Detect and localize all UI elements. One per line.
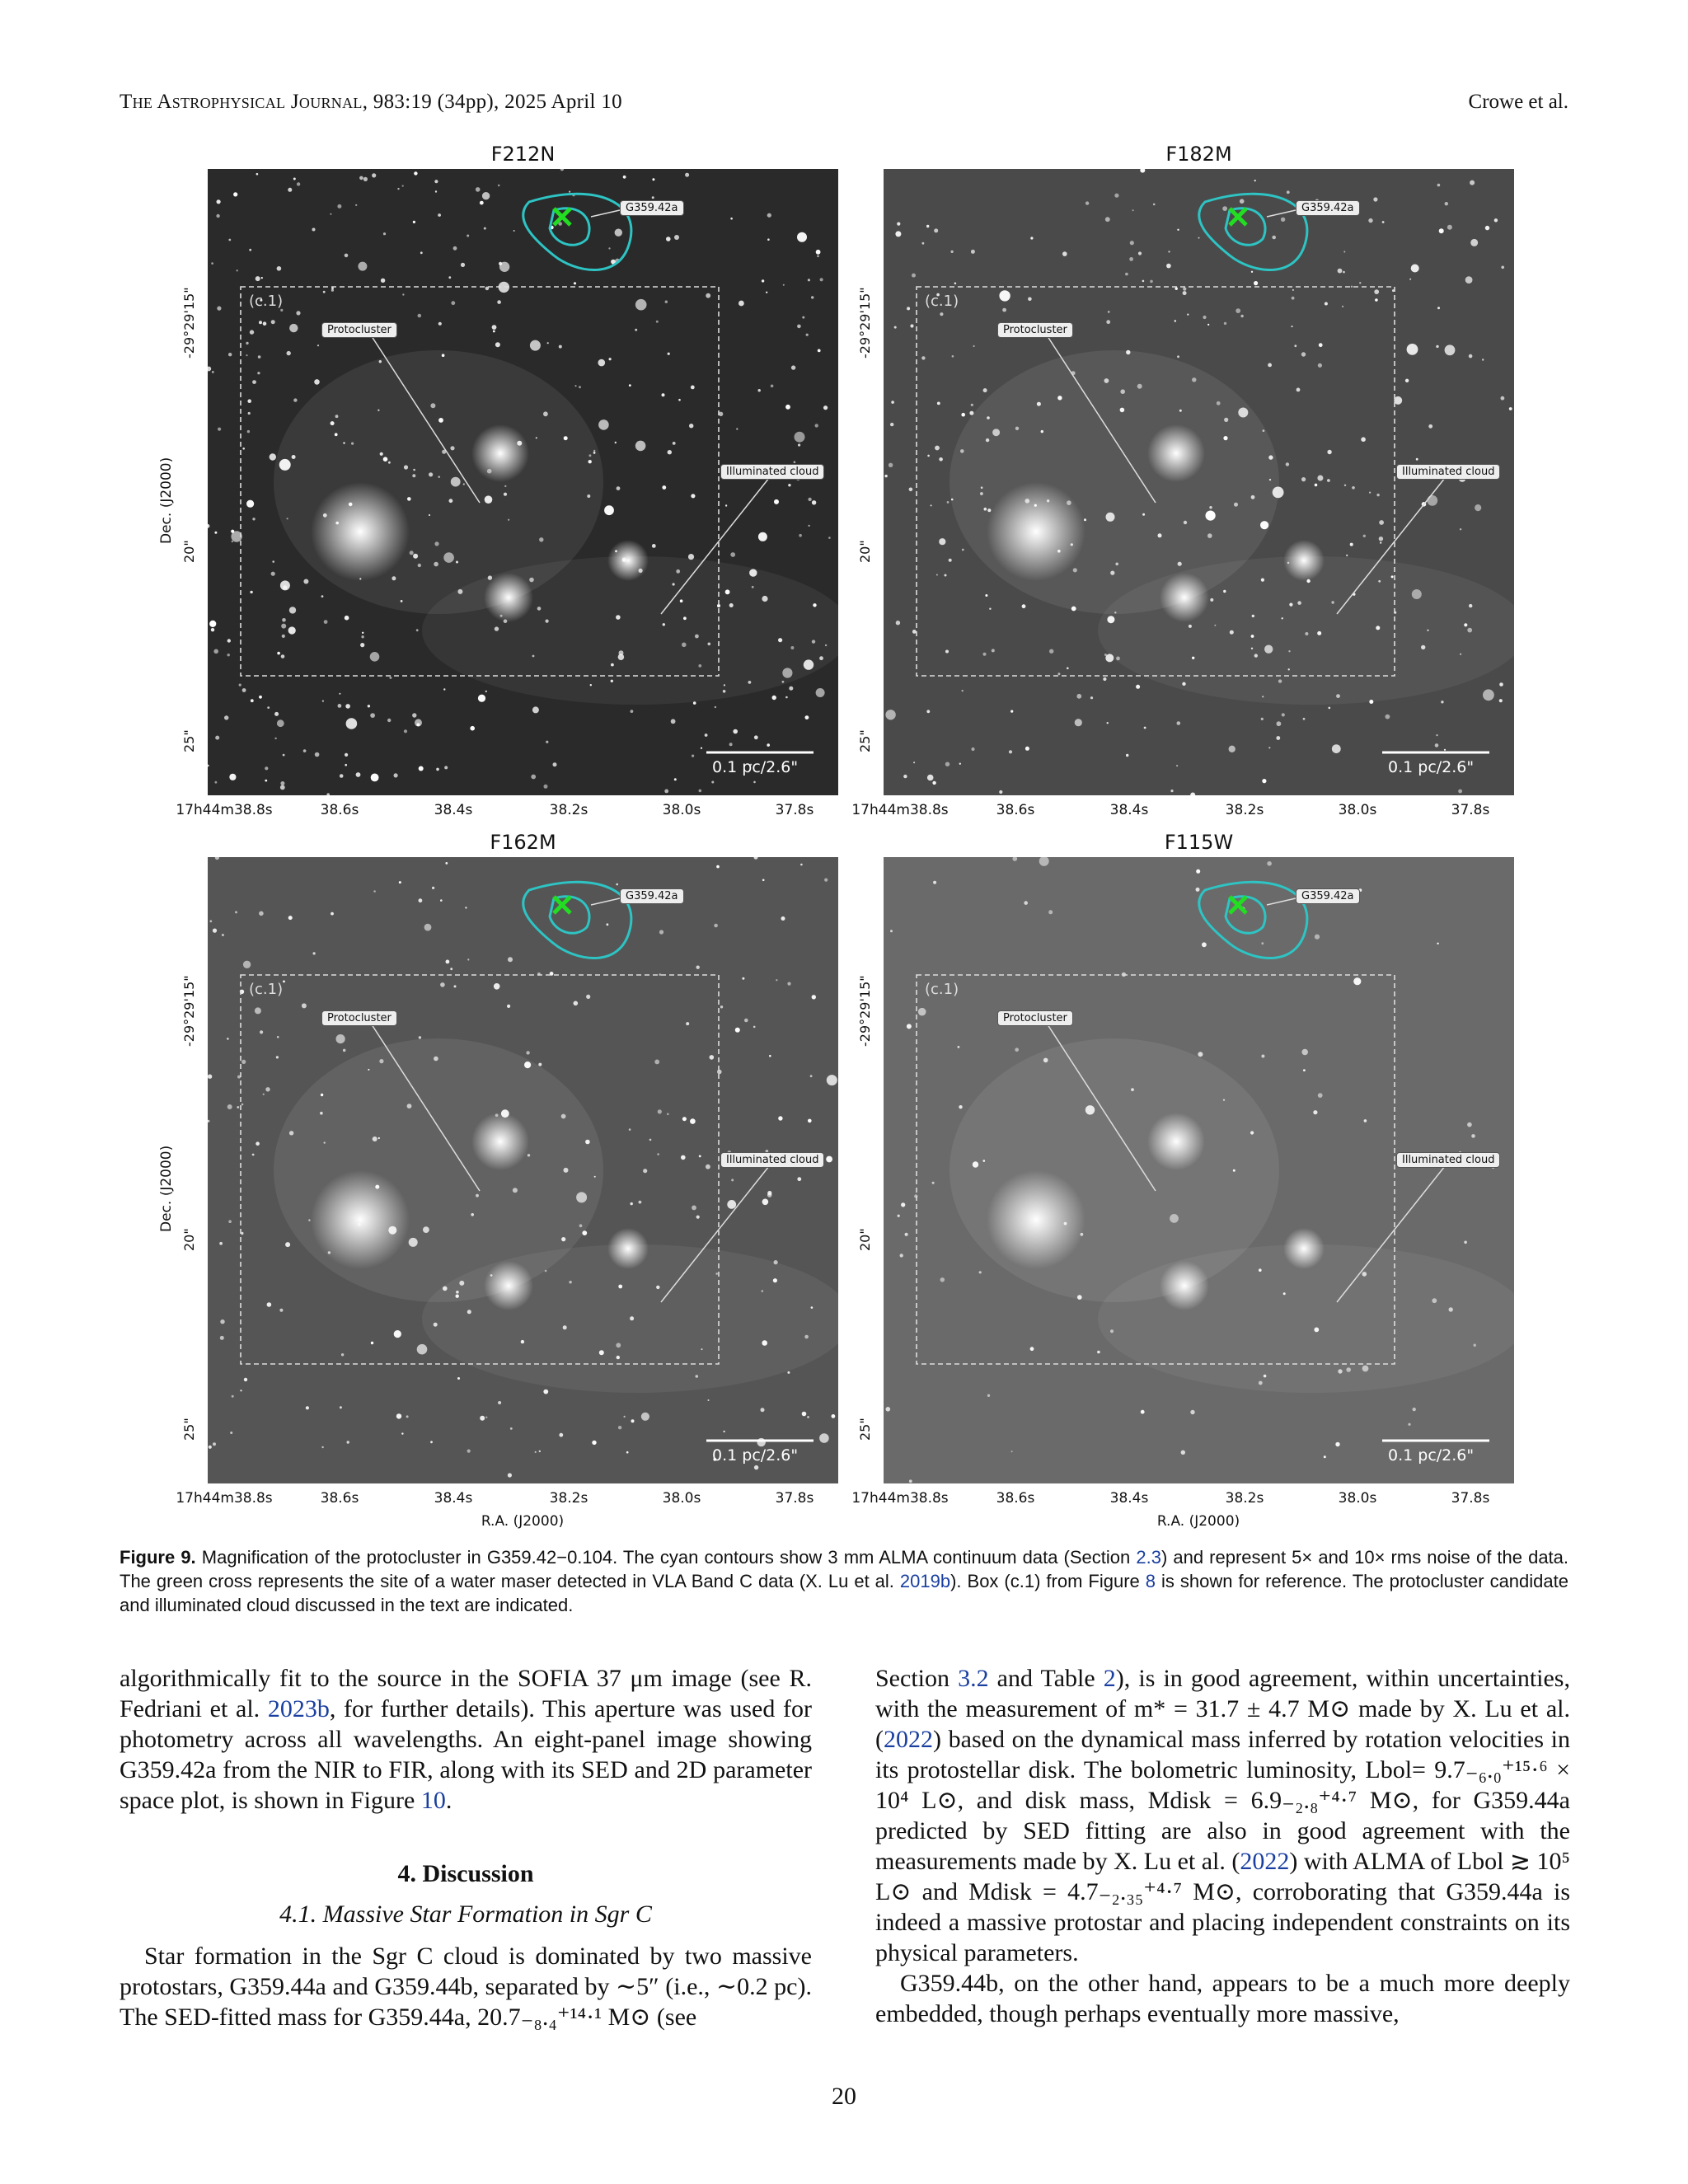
panel-image	[884, 169, 1514, 795]
x-tick-label: 38.4s	[1109, 802, 1149, 818]
panel-image	[208, 169, 838, 795]
citation-link[interactable]: 2022	[884, 1726, 933, 1753]
y-tick-label: 25"	[857, 729, 873, 752]
x-tick-label: 38.4s	[434, 802, 473, 818]
x-tick-label: 38.4s	[1109, 1490, 1149, 1507]
box-label: (c.1)	[925, 981, 959, 998]
source-label: G359.42a	[1296, 888, 1360, 904]
paragraph: Star formation in the Sgr C cloud is dominated by two massive protostars, G359.44a and G359.44b, separated by ∼5″ (i.e., ∼0.2 pc). The SED-fitted mass for G359.44a, 20.7₋₈.₄⁺¹⁴·¹ M⊙ (see	[120, 1943, 812, 2031]
x-tick-label: 38.6s	[996, 1490, 1035, 1507]
left-column	[120, 1663, 812, 2032]
x-tick-label: 38.0s	[1338, 1490, 1377, 1507]
y-tick-label: 25"	[181, 729, 197, 752]
illuminated-cloud-label: Illuminated cloud	[1396, 1152, 1500, 1168]
protocluster-label: Protocluster	[321, 1010, 397, 1026]
scalebar-label: 0.1 pc/2.6"	[1388, 1446, 1475, 1465]
y-tick-label: 25"	[181, 1418, 197, 1441]
x-tick-label: 37.8s	[775, 802, 814, 818]
section-link[interactable]: 2.3	[1136, 1547, 1161, 1568]
y-tick-label: 20"	[181, 1228, 197, 1251]
citation-link[interactable]: 2022	[1240, 1848, 1290, 1875]
protocluster-label: Protocluster	[321, 322, 397, 338]
y-tick-label: 20"	[181, 540, 197, 563]
illuminated-cloud-label: Illuminated cloud	[1396, 464, 1500, 480]
x-tick-label: 38.6s	[320, 1490, 359, 1507]
citation-link[interactable]: 2023b	[267, 1695, 330, 1722]
x-tick-label: 17h44m38.8s	[851, 802, 949, 818]
x-axis-label: R.A. (J2000)	[481, 1513, 565, 1530]
y-tick-label: -29°29'15"	[181, 975, 197, 1047]
page-number: 20	[832, 2083, 856, 2110]
x-tick-label: 38.6s	[320, 802, 359, 818]
y-tick-label: 20"	[857, 1228, 873, 1251]
y-axis-label: Dec. (J2000)	[158, 457, 175, 544]
x-tick-label: 38.2s	[549, 802, 588, 818]
table-link[interactable]: 2	[1103, 1665, 1116, 1692]
x-tick-label: 37.8s	[1451, 1490, 1490, 1507]
x-tick-label: 37.8s	[775, 1490, 814, 1507]
source-label: G359.42a	[620, 200, 684, 216]
illuminated-cloud-label: Illuminated cloud	[720, 464, 824, 480]
box-label: (c.1)	[925, 293, 959, 310]
figure-panel	[851, 143, 1514, 818]
y-tick-label: -29°29'15"	[857, 975, 873, 1047]
x-tick-label: 38.6s	[996, 802, 1035, 818]
figure-link[interactable]: 8	[1145, 1571, 1156, 1591]
subsection-heading: 4.1. Massive Star Formation in Sgr C	[279, 1900, 652, 1928]
box-label: (c.1)	[249, 981, 284, 998]
x-axis-label: R.A. (J2000)	[1156, 1513, 1240, 1530]
x-tick-label: 38.2s	[1225, 1490, 1264, 1507]
figure-link[interactable]: 10	[420, 1787, 446, 1814]
box-label: (c.1)	[249, 293, 284, 310]
section-link[interactable]: 3.2	[958, 1665, 989, 1692]
panel-title: F212N	[490, 143, 556, 166]
figure-panel	[158, 143, 838, 818]
figure-caption: Figure 9. Magnification of the protocluster in G359.42−0.104. The cyan contours show 3 mm ALMA continuum data (Section 2.3) and represent 5× and 10× rms noise of the data. The green cross represents the site of a water maser detected in VLA Band C data (X. Lu et al. 2019b). Box (c.1) from Figure 8 is shown for reference. The protocluster candidate and illuminated cloud discussed in the text are indicated.	[120, 1547, 1569, 1615]
source-label: G359.42a	[620, 888, 684, 904]
panel-image	[208, 857, 838, 1483]
x-tick-label: 17h44m38.8s	[176, 1490, 273, 1507]
x-tick-label: 38.4s	[434, 1490, 473, 1507]
running-header-authors: Crowe et al.	[1468, 91, 1568, 113]
scalebar-label: 0.1 pc/2.6"	[712, 758, 799, 776]
figure-panel	[851, 831, 1514, 1530]
paragraph: algorithmically fit to the source in the SOFIA 37 μm image (see R. Fedriani et al. 2023b, for further details). This aperture was used for photometry across all wavelengths. An eight-panel image showing G359.42a from the NIR to FIR, along with its SED and 2D parameter space plot, is shown in Figure 10.	[120, 1665, 812, 1814]
right-column	[875, 1663, 1570, 2029]
x-tick-label: 38.0s	[662, 802, 701, 818]
panel-title: F182M	[1165, 143, 1232, 166]
section-heading: 4. Discussion	[397, 1860, 534, 1887]
panel-title: F115W	[1164, 831, 1234, 854]
x-tick-label: 38.2s	[1225, 802, 1264, 818]
paragraph: Section 3.2 and Table 2), is in good agreement, within uncertainties, with the measurement of m* = 31.7 ± 4.7 M⊙ made by X. Lu et al. (2022) based on the dynamical mass inferred by rotation velocities in its protostellar disk. The bolometric luminosity, Lbol= 9.7₋₆.₀⁺¹⁵·⁶ × 10⁴ L⊙, and disk mass, Mdisk = 6.9₋₂.₈⁺⁴·⁷ M⊙, for G359.44a predicted by SED fitting are also in good agreement with the measurements made by X. Lu et al. (2022) with ALMA of Lbol ≳ 10⁵ L⊙ and Mdisk = 4.7₋₂.₃₅⁺⁴·⁷ M⊙, corroborating that G359.44a is indeed a massive protostar and placing independent constraints on its physical parameters.	[875, 1665, 1571, 1966]
x-tick-label: 38.2s	[549, 1490, 588, 1507]
illuminated-cloud-label: Illuminated cloud	[720, 1152, 824, 1168]
scalebar-label: 0.1 pc/2.6"	[1388, 758, 1475, 776]
running-header-journal: The Astrophysical Journal, 983:19 (34pp), 2025 April 10	[120, 91, 622, 113]
x-tick-label: 38.0s	[1338, 802, 1377, 818]
x-tick-label: 17h44m38.8s	[176, 802, 273, 818]
x-tick-label: 17h44m38.8s	[851, 1490, 949, 1507]
y-tick-label: -29°29'15"	[857, 287, 873, 359]
y-tick-label: 20"	[857, 540, 873, 563]
y-axis-label: Dec. (J2000)	[158, 1145, 175, 1232]
y-tick-label: 25"	[857, 1418, 873, 1441]
protocluster-label: Protocluster	[997, 322, 1073, 338]
source-label: G359.42a	[1296, 200, 1360, 216]
paragraph: G359.44b, on the other hand, appears to be a much more deeply embedded, though perhaps eventually more massive,	[875, 1970, 1570, 2027]
figure-panel	[158, 831, 838, 1530]
panel-image	[884, 857, 1514, 1483]
panel-title: F162M	[490, 831, 556, 854]
protocluster-label: Protocluster	[997, 1010, 1073, 1026]
scalebar-label: 0.1 pc/2.6"	[712, 1446, 799, 1465]
y-tick-label: -29°29'15"	[181, 287, 197, 359]
x-tick-label: 37.8s	[1451, 802, 1490, 818]
x-tick-label: 38.0s	[662, 1490, 701, 1507]
citation-link[interactable]: 2019b	[899, 1571, 951, 1591]
